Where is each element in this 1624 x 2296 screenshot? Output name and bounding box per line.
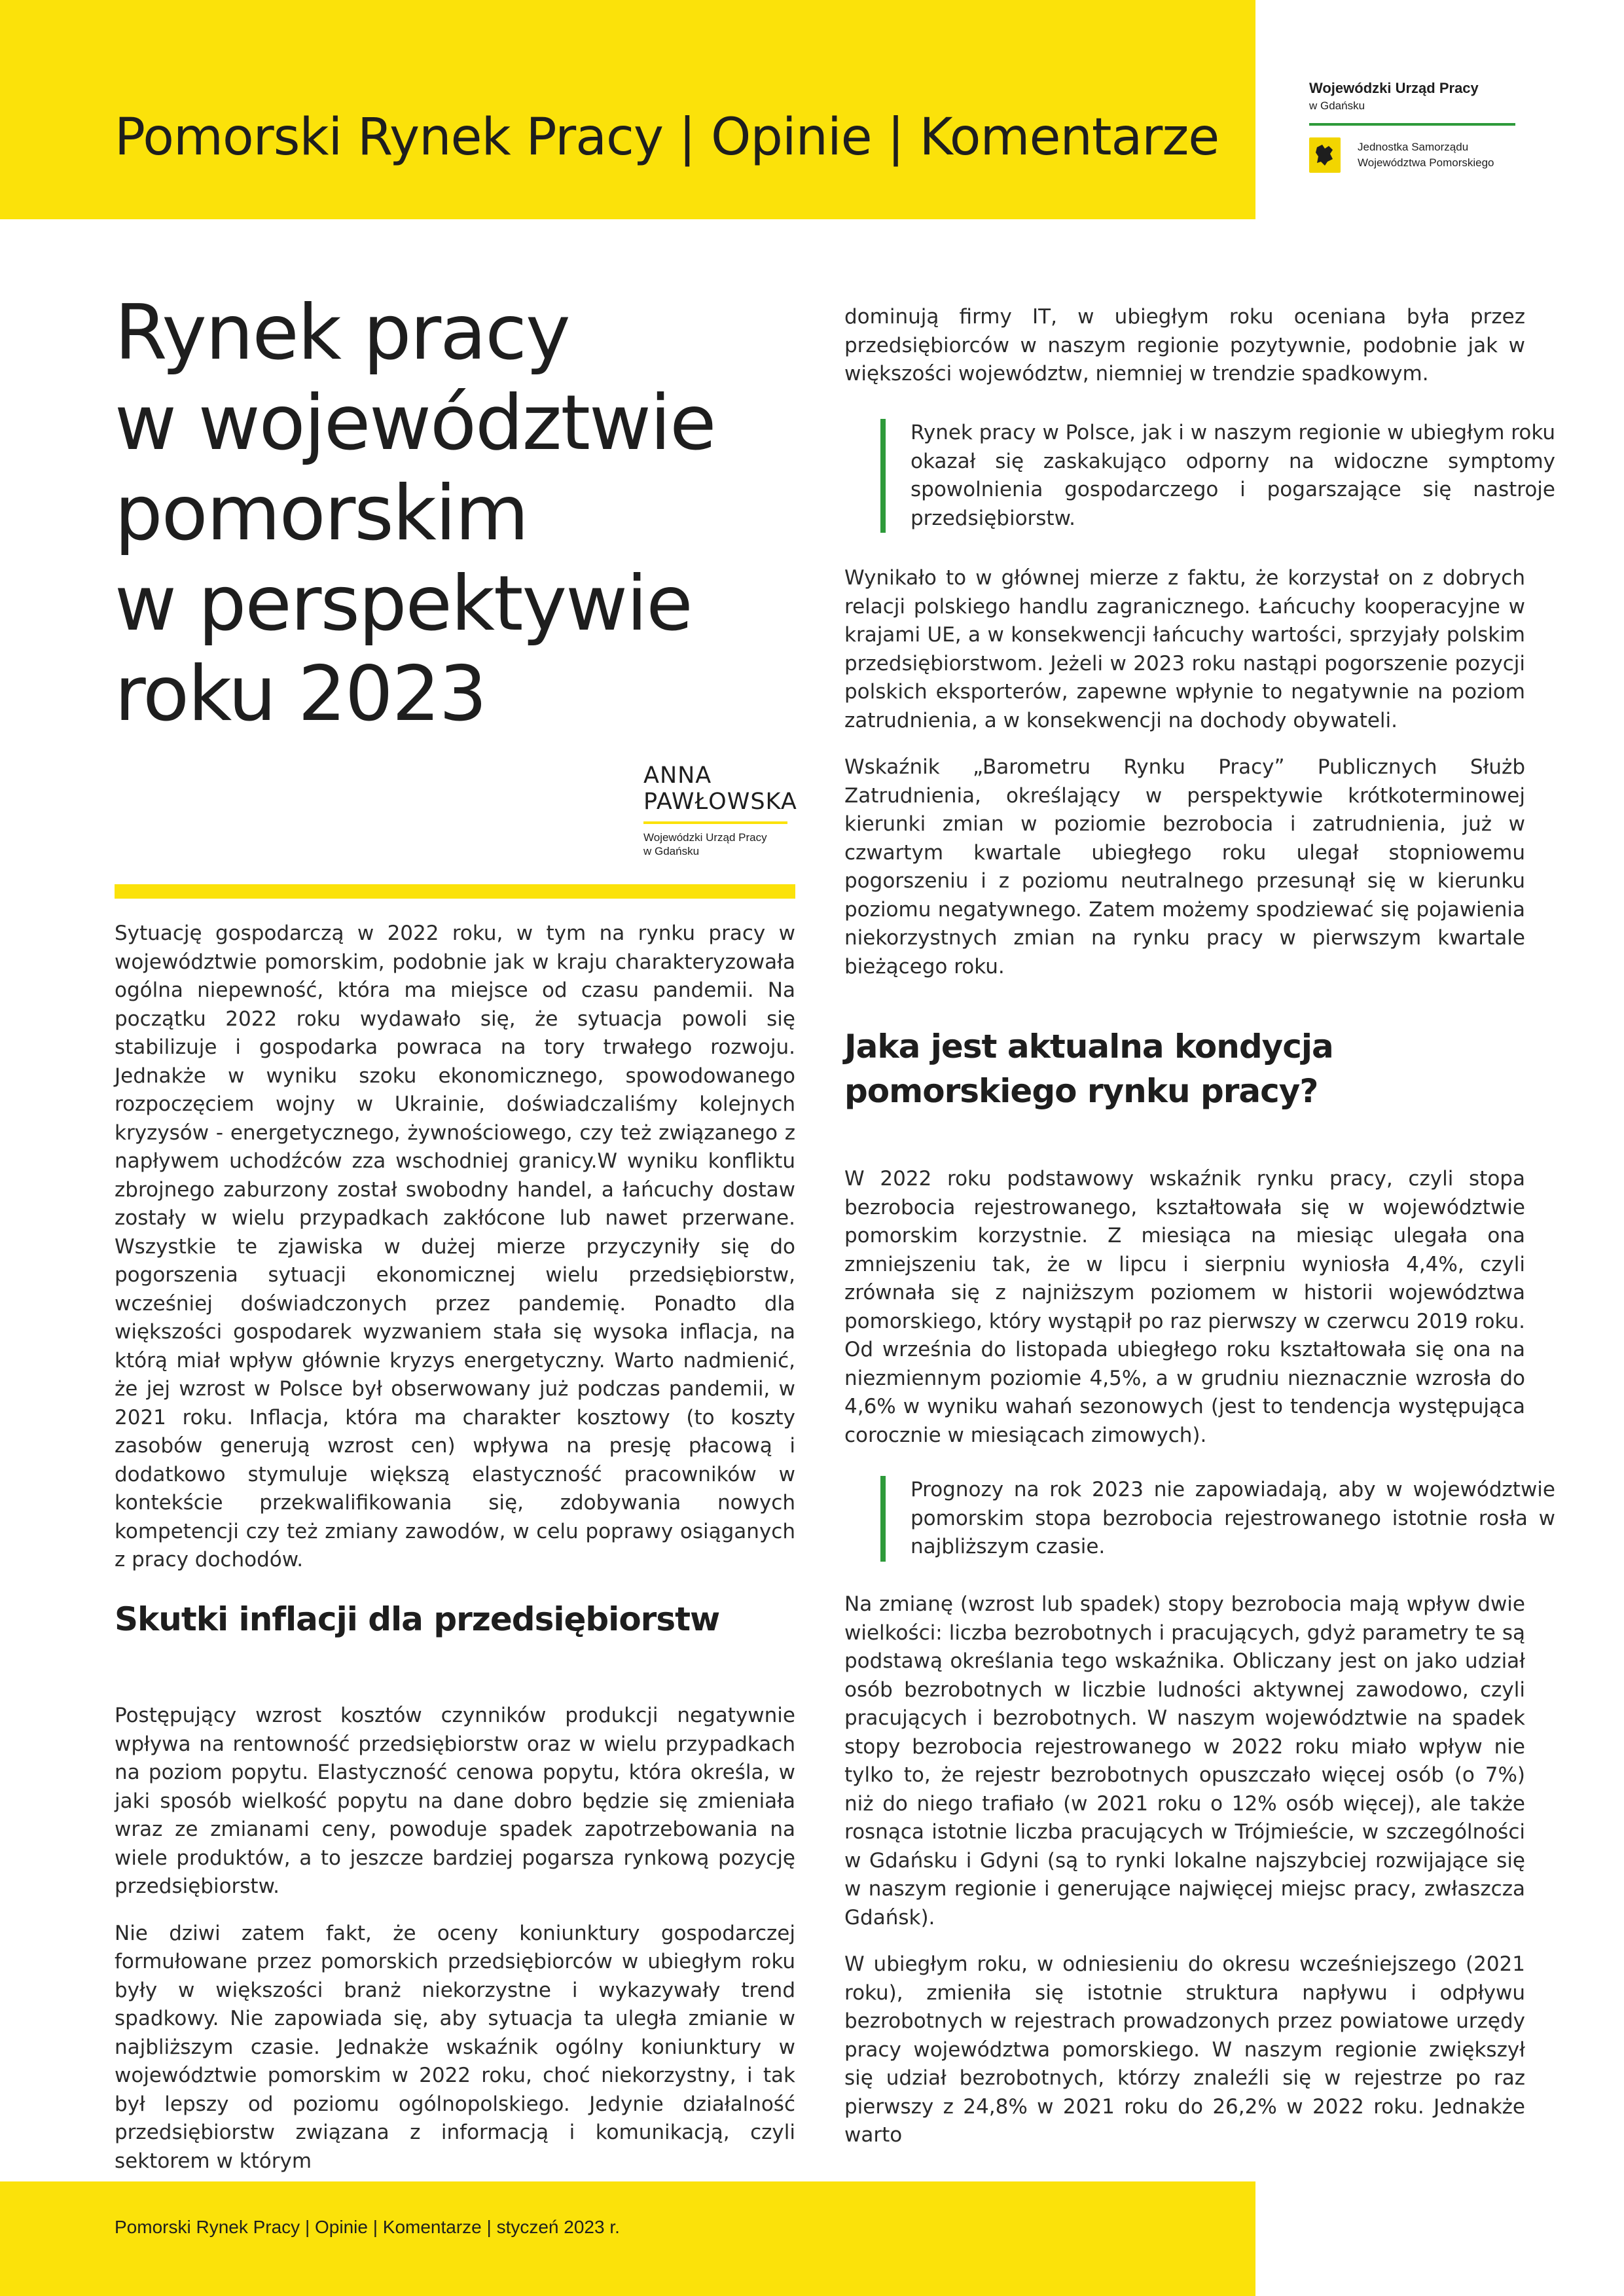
right-column-middle bbox=[844, 564, 1525, 999]
body-paragraph: Wynikało to w głównej mierze z faktu, że korzystał on z dobrych relacji polskiego handlu zagranicznego. Łańcuchy kooperacyjne w krajami UE, a w konsekwencji łańcuchy wartości, sprzyjały polskim przedsiębiorstwom. Jeżeli w 2023 roku nastąpi pogorszenie pozycji polskich eksporterów, zapewne wpłynie to negatywnie na poziom zatrudnienia, a w konsekwencji na dochody obywateli. bbox=[844, 566, 1525, 732]
org-logo-block bbox=[1309, 80, 1532, 173]
org-name: Wojewódzki Urząd Pracy bbox=[1309, 80, 1479, 96]
left-column-body bbox=[115, 1702, 795, 2194]
author-divider bbox=[643, 821, 787, 824]
title-line: w perspektywie bbox=[115, 560, 692, 648]
body-paragraph: W ubiegłym roku, w odniesieniu do okresu wcześniejszego (2021 roku), zmieniła się istotnie struktura napływu i odpływu bezrobotnych w rejestrach prowadzonych przez powiatowe urzędy pracy województwa pomorskiego. W naszym regionie zwiększył się udział bezrobotnych, którzy znaleźli się w rejestrze po raz pierwszy z 24,8% w 2021 roku do 26,2% w 2022 roku. Jednakże warto bbox=[844, 1952, 1525, 2147]
right-column-bottom bbox=[844, 1590, 1525, 2168]
heading-line: Jaka jest aktualna kondycja bbox=[844, 1028, 1333, 1066]
jst-line-2: Województwa Pomorskiego bbox=[1358, 156, 1494, 169]
body-paragraph: W 2022 roku podstawowy wskaźnik rynku pracy, czyli stopa bezrobocia rejestrowanego, kształtowała się w województwie pomorskim korzystnie. Z miesiąca na miesiąc ulegała ona zmniejszeniu tak, że w lipcu i sierpniu wyniosła 4,4%, czyli zrównała się z najniższym poziomem w historii województwa pomorskiego, który wystąpił po raz pierwszy w czerwcu 2019 roku. Od września do listopada ubiegłego roku kształtowała się ona na niezmiennym poziomie 4,5%, a w grudniu nieznacznie wzrosła do 4,6% w wyniku wahań sezonowych (jest to tendencja występująca corocznie w miesiącach zimowych). bbox=[844, 1167, 1525, 1447]
org-divider bbox=[1309, 123, 1515, 126]
heading-line: pomorskiego rynku pracy? bbox=[844, 1072, 1318, 1110]
article-title bbox=[115, 288, 808, 740]
author-last-name: PAWŁOWSKA bbox=[643, 789, 797, 815]
body-paragraph: Na zmianę (wzrost lub spadek) stopy bezrobocia mają wpływ dwie wielkości: liczba bezrobotnych i pracujących, gdyż parametry te są podstawą określania tego wskaźnika. Obliczany jest on jako udział osób bezrobotnych w liczbie ludności aktywnej zawodowo, czyli pracujących i bezrobotnych. W naszym województwie na spadek stopy bezrobocia rejestrowanego w 2022 roku miało wpływ nie tylko to, że rejestr bezrobotnych opuszczało więcej osób (o 7%) niż do niego trafiało (w 2021 roku o 12% osób więcej), ale także rosnąca istotnie liczba pracujących w Trójmieście, w szczególności w Gdańsku i Gdyni (są to rynki lokalne najszybciej rozwijające się w naszym regionie i generujące najwięcej miejsc pracy, zwłaszcza Gdańsk). bbox=[844, 1592, 1525, 1929]
body-paragraph: Nie dziwi zatem fakt, że oceny koniunktury gospodarczej formułowane przez pomorskich przedsiębiorców w ubiegłym roku były w większości branż niekorzystne i wykazywały trend spadkowy. Nie zapowiada się, aby sytuacja ta uległa zmianie w najbliższym czasie. Jednakże wskaźnik ogólny koniunktury w województwie pomorskim w 2022 roku, choć niekorzystny, i tak był lepszy od poziomu ogólnopolskiego. Jedynie działalność przedsiębiorstw związana z informacją i komunikacją, czyli sektorem w którym bbox=[115, 1921, 795, 2173]
pull-quote: Prognozy na rok 2023 nie zapowiadają, aby w województwie pomorskim stopa bezrobocia rejestrowanego istotnie rosła w najbliższym czasie. bbox=[880, 1476, 1555, 1562]
footer-text: Pomorski Rynek Pracy | Opinie | Komentarze | styczeń 2023 r. bbox=[115, 2217, 620, 2237]
jst-row bbox=[1309, 137, 1532, 173]
intro-paragraph: Sytuację gospodarczą w 2022 roku, w tym na rynku pracy w województwie pomorskim, podobnie jak w kraju charakteryzowała ogólna niepewność, która ma miejsce od czasu pandemii. Na początku 2022 roku wydawało się, że sytuacja powoli się stabilizuje i gospodarka powraca na tory trwałego rozwoju. Jednakże w wyniku szoku ekonomicznego, spowodowanego rozpoczęciem wojny w Ukrainie, doświadczaliśmy kolejnych kryzysów - energetycznego, żywnościowego, czy też związanego z napływem uchodźców zza wschodniej granicy.W wyniku konfliktu zbrojnego zaburzony został swobodny handel, a łańcuchy dostaw zostały w wielu przypadkach zakłócone lub nawet przerwane. Wszystkie te zjawiska w dużej mierze przyczyniły się do pogorszenia sytuacji ekonomicznej wielu przedsiębiorstw, wcześniej doświadczonych przez pandemię. Ponadto dla większości gospodarek wyzwaniem stała się wysoka inflacja, na którą miał wpływ głównie kryzys energetyczny. Warto nadmienić, że jej wzrost w Polsce był obserwowany już podczas pandemii, w 2021 roku. Inflacja, która ma charakter kosztowy (to koszty zasobów generują wzrost cen) wpływa na presję płacową i dodatkowo stymuluje większą elastyczność pracowników w kontekście przekwalifikowania się, zdobywania nowych kompetencji czy też zmiany zawodów, w celu poprawy osiąganych z pracy dochodów. bbox=[115, 922, 795, 1571]
body-paragraph: Wskaźnik „Barometru Rynku Pracy” Publicznych Służb Zatrudnienia, określający w perspektywie krótkoterminowej kierunki zmian w poziomie bezrobocia i zatrudnienia, już w czwartym kwartale ubiegłego roku ulegał stopniowemu pogorszeniu i z poziomu neutralnego przesunął się w kierunku poziomu negatywnego. Zatem możemy spodziewać się pojawienia niekorzystnych zmian na rynku pracy w pierwszym kwartale bieżącego roku. bbox=[844, 755, 1525, 978]
left-column-intro bbox=[115, 920, 795, 1593]
author-block bbox=[643, 762, 797, 858]
publication-title: Pomorski Rynek Pracy | Opinie | Komentarze bbox=[115, 108, 1219, 167]
jst-line-1: Jednostka Samorządu bbox=[1358, 141, 1469, 153]
jst-label bbox=[1358, 139, 1494, 171]
title-line: w województwie bbox=[115, 379, 715, 467]
author-affiliation-1: Wojewódzki Urząd Pracy bbox=[643, 831, 767, 844]
right-column-top bbox=[844, 303, 1525, 407]
title-line: pomorskim bbox=[115, 469, 528, 558]
title-line: Rynek pracy bbox=[115, 289, 569, 377]
section-heading-condition bbox=[844, 1024, 1333, 1113]
author-first-name: ANNA bbox=[643, 762, 712, 789]
right-column-condition bbox=[844, 1165, 1525, 1468]
org-city: w Gdańsku bbox=[1309, 99, 1365, 112]
body-paragraph: dominują firmy IT, w ubiegłym roku oceniana była przez przedsiębiorców w naszym regionie pozytywnie, podobnie jak w większości województw, niemniej w trendzie spadkowym. bbox=[844, 305, 1525, 386]
pull-quote: Rynek pracy w Polsce, jak i w naszym regionie w ubiegłym roku okazał się zaskakująco odporny na widoczne symptomy spowolnienia gospodarczego i pogarszające się nastroje przedsiębiorstw. bbox=[880, 419, 1555, 533]
body-paragraph: Postępujący wzrost kosztów czynników produkcji negatywnie wpływa na rentowność przedsiębiorstw oraz w wielu przypadkach na poziom popytu. Elastyczność cenowa popytu, która określa, w jaki sposób wielkość popytu na dane dobro będzie się zmieniała wraz ze zmianami ceny, powoduje spadek zapotrzebowania na wiele produktów, a to jeszcze bardziej pogarsza rynkową pozycję przedsiębiorstw. bbox=[115, 1704, 795, 1898]
footer-band bbox=[0, 2181, 1255, 2296]
title-underline bbox=[115, 884, 795, 899]
title-line: roku 2023 bbox=[115, 650, 486, 738]
section-heading-inflation: Skutki inflacji dla przedsiębiorstw bbox=[115, 1600, 720, 1638]
griffin-crest-icon bbox=[1309, 137, 1341, 173]
author-affiliation-2: w Gdańsku bbox=[643, 845, 700, 857]
